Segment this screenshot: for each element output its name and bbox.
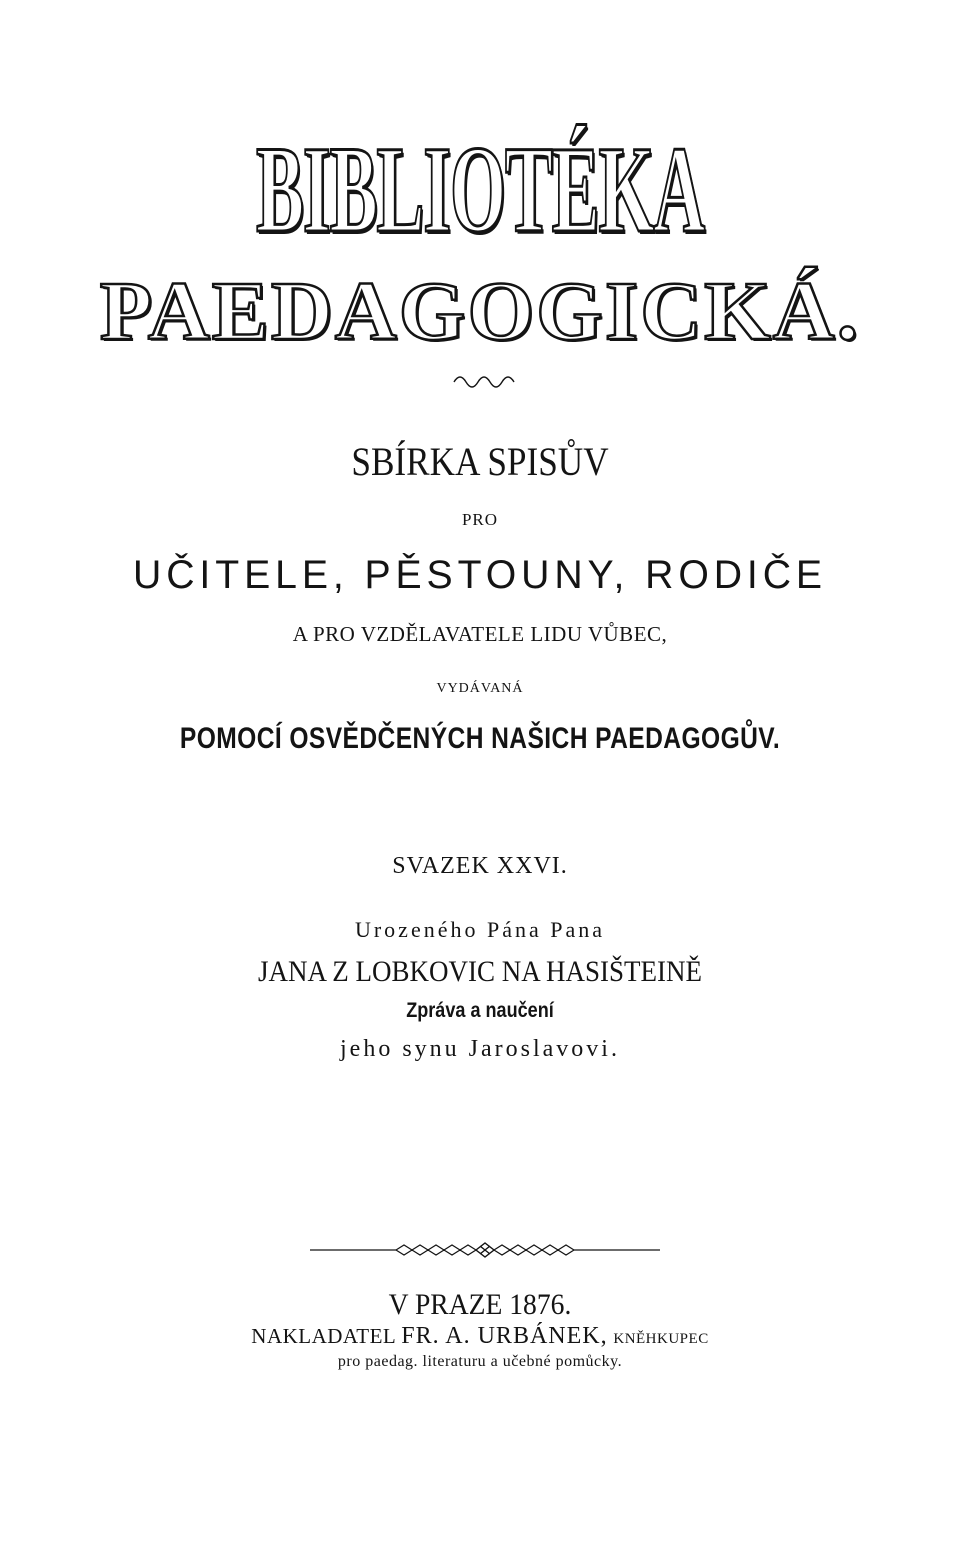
author-name: JANA Z LOBKOVIC NA HASIŠTEINĚ xyxy=(257,955,703,988)
squiggle-ornament xyxy=(452,370,518,390)
series-title-line2: PAEDAGOGICKÁ. xyxy=(99,265,861,358)
vydavana-label: VYDÁVANÁ xyxy=(436,681,524,696)
place-and-year: V PRAZE 1876. xyxy=(388,1288,572,1321)
volume-number: SVAZEK XXVI. xyxy=(392,853,568,879)
publisher-line xyxy=(0,1323,960,1352)
publisher-specialty: pro paedag. literaturu a učebné pomůcky. xyxy=(337,1353,623,1370)
dedication: jeho synu Jaroslavovi. xyxy=(340,1036,620,1062)
publisher-suffix: KNĚHKUPEC xyxy=(613,1331,709,1347)
work-title: Zpráva a naučení xyxy=(406,999,554,1022)
publisher-name: FR. A. URBÁNEK, xyxy=(401,1323,608,1349)
series-title-line1: BIBLIOTÉKA xyxy=(255,121,705,258)
collection-heading: SBÍRKA SPISŮV xyxy=(351,439,609,484)
editors-heading: POMOCÍ OSVĚDČENÝCH NAŠICH PAEDAGOGŮV. xyxy=(179,722,781,755)
ornamental-divider xyxy=(310,1238,660,1262)
publisher-prefix: NAKLADATEL xyxy=(251,1324,396,1348)
author-honorific: Urozeného Pána Pana xyxy=(354,917,606,942)
audience-subheading: A PRO VZDĚLAVATELE LIDU VŮBEC, xyxy=(292,622,668,646)
pro-label: PRO xyxy=(461,510,499,529)
audience-heading: UČITELE, PĚSTOUNY, RODIČE xyxy=(133,553,827,597)
